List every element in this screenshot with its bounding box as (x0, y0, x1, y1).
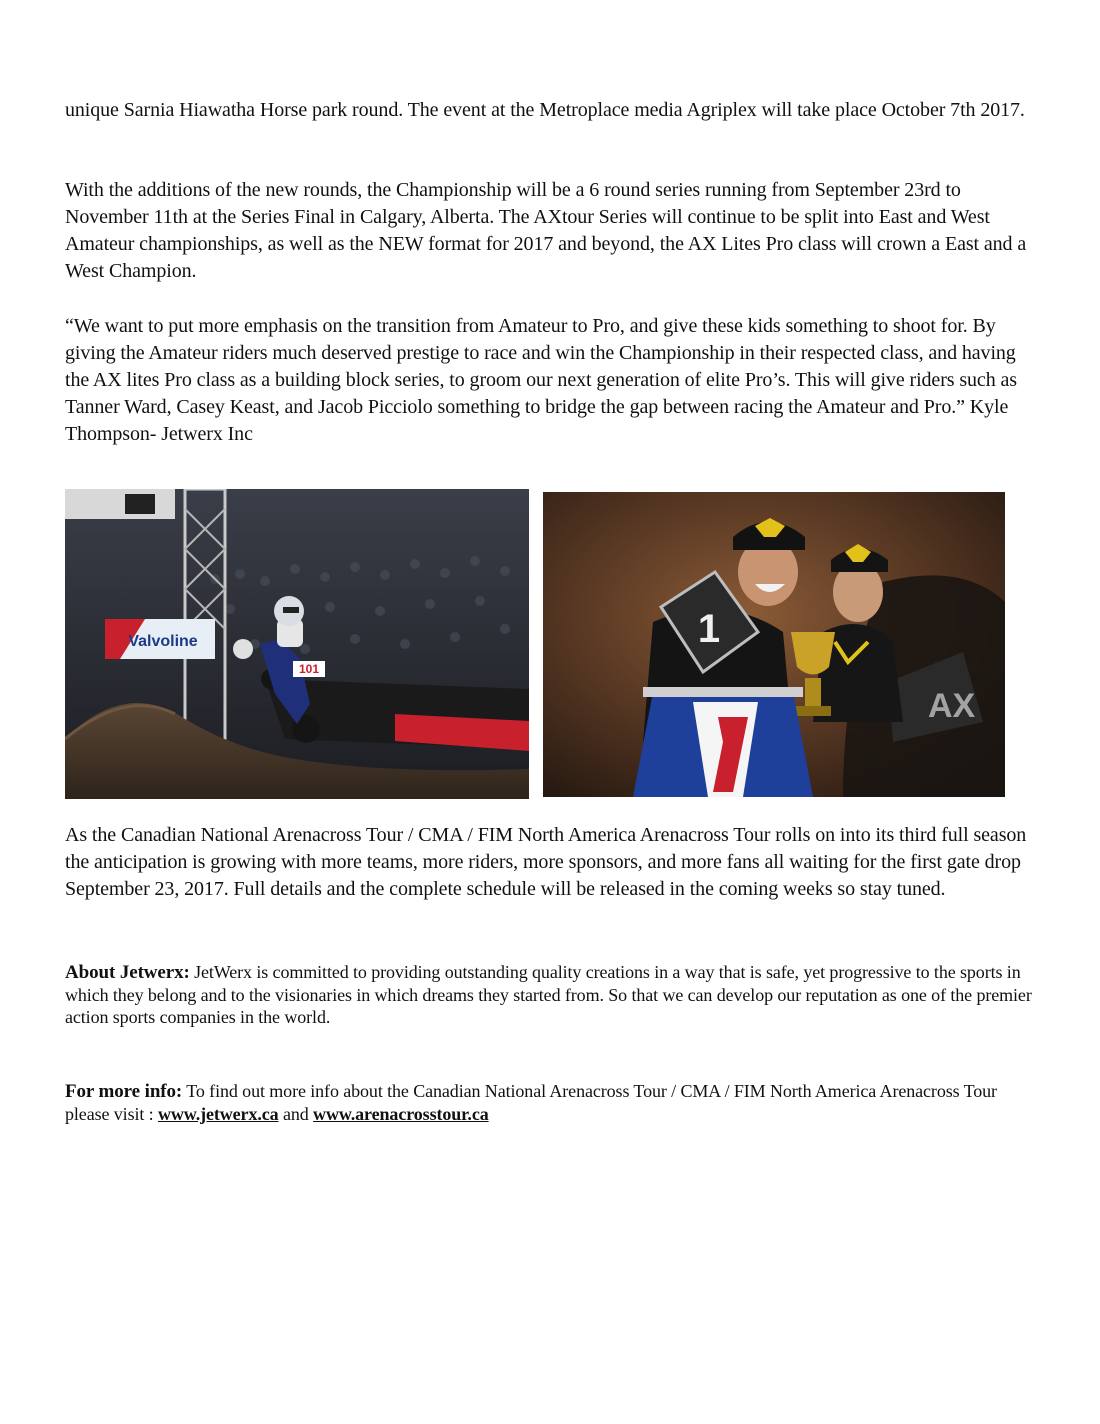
podium-plate-number: 1 (697, 607, 721, 651)
about-body: JetWerx is committed to providing outstanding quality creations in a way that is safe, yet progressive to the sports in which they belong and to the visionaries in which dreams they started from. So that we can develop our reputation as one of the premier action sports companies in the world. (65, 962, 1032, 1027)
photo-rider-jump (65, 489, 529, 799)
paragraph-championship-rounds: With the additions of the new rounds, the Championship will be a 6 round series running from September 23rd to November 11th at the Series Final in Calgary, Alberta. The AXtour Series will continue to be split into East and West Amateur championships, as well as the NEW format for 2017 and beyond, the AX Lites Pro class will crown a East and a West Champion. (65, 179, 1027, 282)
bike-number-text: 101 (298, 662, 320, 676)
valvoline-banner-text: Valvoline (128, 633, 198, 650)
podium-celebration-illustration (543, 492, 1005, 797)
more-info-heading: For more info: (65, 1081, 183, 1102)
more-info-connector: and (278, 1104, 314, 1124)
paragraph-sarnia-round: unique Sarnia Hiawatha Horse park round. The event at the Metroplace media Agriplex will take place October 7th 2017. (65, 99, 1025, 121)
svg-text:AX: AX (928, 687, 976, 725)
photo-podium-celebration (543, 492, 1005, 797)
rider-jump-illustration (65, 489, 529, 799)
arenacrosstour-link[interactable]: www.arenacrosstour.ca (313, 1104, 489, 1124)
more-info-body: To find out more info about the Canadian National Arenacross Tour / CMA / FIM North America Arenacross Tour please visit : (65, 1081, 997, 1124)
about-jetwerx-section (65, 961, 1040, 1028)
paragraph-third-season: As the Canadian National Arenacross Tour / CMA / FIM North America Arenacross Tour rolls on into its third full season the anticipation is growing with more teams, more riders, more sponsors, and more fans all waiting for the first gate drop September 23, 2017. Full details and the complete schedule will be released in the coming weeks so stay tuned. (65, 824, 1027, 900)
more-info-section (65, 1080, 1040, 1125)
about-heading: About Jetwerx: (65, 962, 190, 983)
paragraph-kyle-thompson-quote: “We want to put more emphasis on the transition from Amateur to Pro, and give these kids something to shoot for. By giving the Amateur riders much deserved prestige to race and win the Championship in their respected class, and having the AX lites Pro class as a building block series, to groom our next generation of elite Pro’s. This will give riders such as Tanner Ward, Casey Keast, and Jacob Picciolo something to bridge the gap between racing the Amateur and Pro.” Kyle Thompson- Jetwerx Inc (65, 315, 1017, 445)
jetwerx-link[interactable]: www.jetwerx.ca (157, 1104, 279, 1124)
